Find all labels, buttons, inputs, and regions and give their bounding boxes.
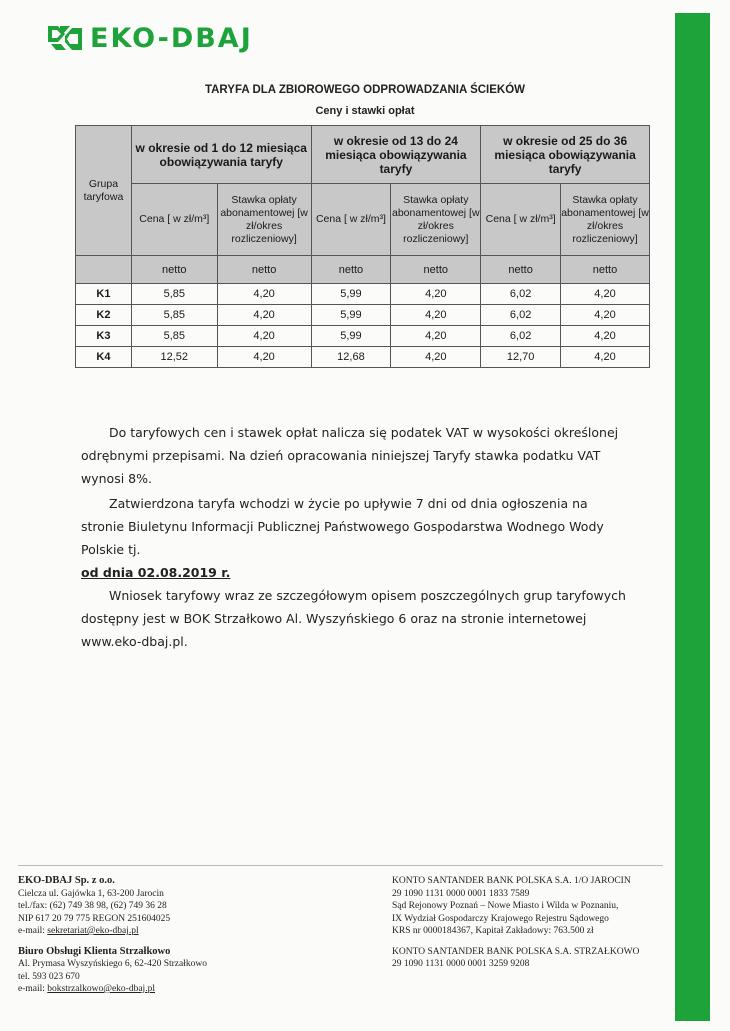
value-cell: 4,20 xyxy=(561,305,650,326)
value-cell: 6,02 xyxy=(481,326,561,347)
value-cell: 6,02 xyxy=(481,305,561,326)
price-header: Cena [ w zł/m³] xyxy=(131,184,217,256)
table-row xyxy=(76,284,650,305)
brand-name: EKO-DBAJ xyxy=(90,22,253,54)
value-cell: 5,99 xyxy=(311,326,391,347)
value-cell: 5,85 xyxy=(131,326,217,347)
fee-header: Stawka opłaty abonamentowej [w zł/okres rozliczeniowy] xyxy=(391,184,481,256)
group-header: Grupa taryfowa xyxy=(76,126,132,256)
value-cell: 4,20 xyxy=(217,326,311,347)
court-line-3: KRS nr 0000184367, Kapitał Zakładowy: 763.500 zł xyxy=(392,926,594,936)
netto-label: netto xyxy=(311,256,391,284)
bank1-account: 29 1090 1131 0000 0001 1833 7589 xyxy=(392,888,530,899)
company-ids: NIP 617 20 79 775 REGON 251604025 xyxy=(18,913,171,924)
value-cell: 12,70 xyxy=(481,347,561,368)
value-cell: 5,85 xyxy=(131,305,217,326)
company-email-link[interactable]: sekretariat@eko-dbaj.pl xyxy=(47,926,139,936)
effective-date: od dnia 02.08.2019 r. xyxy=(81,565,231,580)
netto-label: netto xyxy=(131,256,217,284)
group-cell: K1 xyxy=(76,284,132,305)
footer-bank-info xyxy=(392,875,672,971)
email-label: e-mail: xyxy=(18,984,48,994)
value-cell: 4,20 xyxy=(561,326,650,347)
company-email-line xyxy=(18,925,348,938)
email-label: e-mail: xyxy=(18,926,48,936)
table-row xyxy=(76,347,650,368)
fee-header: Stawka opłaty abonamentowej [w zł/okres rozliczeniowy] xyxy=(217,184,311,256)
application-paragraph: Wniosek taryfowy wraz ze szczegółowym opisem poszczególnych grup taryfowych dostępny jest w BOK Strzałkowo Al. Wyszyńskiego 6 oraz na stronie internetowej www.eko-dbaj.pl. xyxy=(81,588,626,649)
value-cell: 4,20 xyxy=(561,347,650,368)
period-header-2: w okresie od 13 do 24 miesiąca obowiązywania taryfy xyxy=(311,126,481,184)
value-cell: 5,85 xyxy=(131,284,217,305)
value-cell: 4,20 xyxy=(217,347,311,368)
value-cell: 12,52 xyxy=(131,347,217,368)
netto-label: netto xyxy=(391,256,481,284)
value-cell: 4,20 xyxy=(561,284,650,305)
empty-header-cell xyxy=(76,256,132,284)
company-address: Cielcza ul. Gajówka 1, 63-200 Jarocin xyxy=(18,888,164,899)
price-header: Cena [ w zł/m³] xyxy=(481,184,561,256)
footer-divider xyxy=(18,865,663,866)
value-cell: 4,20 xyxy=(391,305,481,326)
company-name: EKO-DBAJ Sp. z o.o. xyxy=(18,875,115,886)
netto-label: netto xyxy=(561,256,650,284)
bank2-name: KONTO SANTANDER BANK POLSKA S.A. STRZAŁKOWO xyxy=(392,946,640,957)
value-cell: 6,02 xyxy=(481,284,561,305)
table-row xyxy=(76,326,650,347)
netto-label: netto xyxy=(217,256,311,284)
vat-paragraph: Do taryfowych cen i stawek opłat nalicza się podatek VAT w wysokości określonej odrębnymi przepisami. Na dzień opracowania niniejszej Taryfy stawka podatku VAT wynosi 8%. xyxy=(81,425,619,486)
court-line-1: Sąd Rejonowy Poznań – Nowe Miasto i Wilda w Poznaniu, xyxy=(392,901,619,911)
netto-label: netto xyxy=(481,256,561,284)
value-cell: 4,20 xyxy=(391,326,481,347)
group-cell: K3 xyxy=(76,326,132,347)
value-cell: 4,20 xyxy=(217,284,311,305)
document-title: TARYFA DLA ZBIOROWEGO ODPROWADZANIA ŚCIEKÓW xyxy=(204,84,526,96)
tariff-table xyxy=(75,125,650,368)
court-line-2: IX Wydział Gospodarczy Krajowego Rejestru Sądowego xyxy=(392,913,609,924)
footer-company-info xyxy=(18,875,348,996)
body-text xyxy=(81,421,626,653)
boc-title: Biuro Obsługi Klienta Strzałkowo xyxy=(18,945,171,957)
price-header: Cena [ w zł/m³] xyxy=(311,184,391,256)
boc-email-link[interactable]: bokstrzalkowo@eko-dbaj.pl xyxy=(47,984,155,994)
period-header-1: w okresie od 1 do 12 miesiąca obowiązywania taryfy xyxy=(131,126,311,184)
group-cell: K2 xyxy=(76,305,132,326)
period-header-3: w okresie od 25 do 36 miesiąca obowiązywania taryfy xyxy=(481,126,650,184)
value-cell: 12,68 xyxy=(311,347,391,368)
company-phone: tel./fax: (62) 749 38 98, (62) 749 36 28 xyxy=(18,901,167,911)
group-cell: K4 xyxy=(76,347,132,368)
boc-phone: tel. 593 023 670 xyxy=(18,971,80,982)
green-side-bar xyxy=(675,13,710,1021)
eko-dbaj-logo-icon xyxy=(48,22,82,54)
value-cell: 4,20 xyxy=(217,305,311,326)
effective-paragraph: Zatwierdzona taryfa wchodzi w życie po upływie 7 dni od dnia ogłoszenia na stronie Biuletynu Informacji Publicznej Państwowego Gospodarstwa Wodnego Wody Polskie tj. xyxy=(81,496,604,557)
value-cell: 5,99 xyxy=(311,284,391,305)
bank2-account: 29 1090 1131 0000 0001 3259 9208 xyxy=(392,959,530,969)
company-logo xyxy=(48,22,253,54)
value-cell: 4,20 xyxy=(391,284,481,305)
fee-header: Stawka opłaty abonamentowej [w zł/okres rozliczeniowy] xyxy=(561,184,650,256)
table-row xyxy=(76,305,650,326)
boc-email-line xyxy=(18,983,348,996)
value-cell: 5,99 xyxy=(311,305,391,326)
document-subtitle: Ceny i stawki opłat xyxy=(315,105,415,117)
value-cell: 4,20 xyxy=(391,347,481,368)
bank1-name: KONTO SANTANDER BANK POLSKA S.A. 1/O JAROCIN xyxy=(392,876,631,886)
boc-address: Al. Prymasa Wyszyńskiego 6, 62-420 Strzałkowo xyxy=(18,959,207,969)
